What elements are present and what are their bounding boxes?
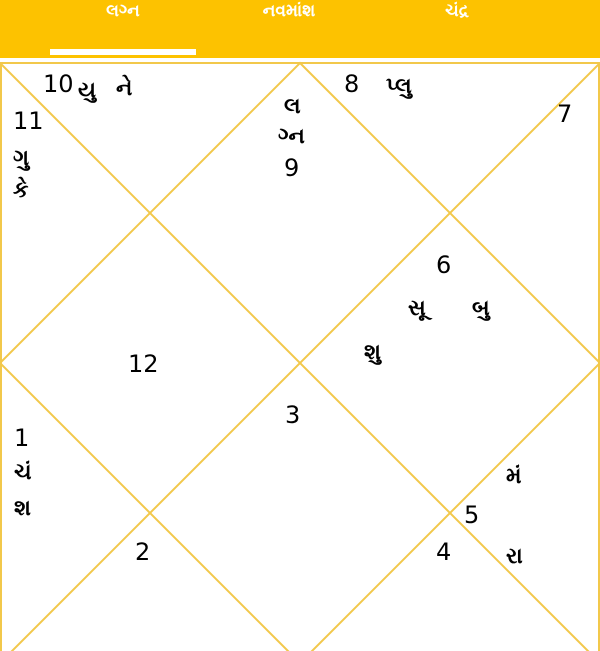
house-1-lagna-1: લ <box>284 94 301 119</box>
house-3-sign: 7 <box>557 100 573 128</box>
tab-navamsha-label: નવમાંશ <box>262 1 316 21</box>
tab-navamsha[interactable] <box>216 0 362 58</box>
house-9-planet-moon: ચં <box>14 460 32 485</box>
house-11-sign: 11 <box>13 107 44 135</box>
house-1-lagna-2: ગ્ન <box>278 124 305 149</box>
house-5-sign: 5 <box>464 501 480 529</box>
house-10-sign: 12 <box>128 350 159 378</box>
house-8-sign: 2 <box>135 538 151 566</box>
house-5-planet-mars: મં <box>506 464 522 489</box>
tab-bar <box>0 0 600 58</box>
house-9-sign: 1 <box>14 424 30 452</box>
house-7-sign: 3 <box>285 401 301 429</box>
house-4-planet-venus: શુ <box>364 340 381 365</box>
tab-selected-indicator <box>50 49 196 55</box>
house-11-planet-ketu: કે <box>13 178 29 203</box>
house-2-sign: 8 <box>344 70 360 98</box>
house-9-planet-saturn: શ <box>14 496 31 521</box>
house-6-sign: 4 <box>436 538 452 566</box>
house-12-sign: 10 <box>43 70 74 98</box>
tab-chandra[interactable] <box>384 0 530 58</box>
house-1-sign: 9 <box>284 154 300 182</box>
house-4-planet-mercury: બુ <box>472 296 490 321</box>
house-4-sign: 6 <box>436 251 452 279</box>
tab-lagna-label: લગ્ન <box>106 1 140 21</box>
house-2-planet-pluto: પ્લુ <box>386 74 412 99</box>
house-12-planet-uranus: યુ <box>78 78 97 103</box>
tab-chandra-label: ચંદ્ર <box>445 1 469 21</box>
house-4-planet-sun: સૂ <box>408 296 426 321</box>
kundali-chart <box>0 58 600 651</box>
house-11-planet-jupiter: ગુ <box>13 146 30 171</box>
house-6-planet-rahu: રા <box>506 544 523 569</box>
house-12-planet-neptune: ને <box>116 76 133 101</box>
